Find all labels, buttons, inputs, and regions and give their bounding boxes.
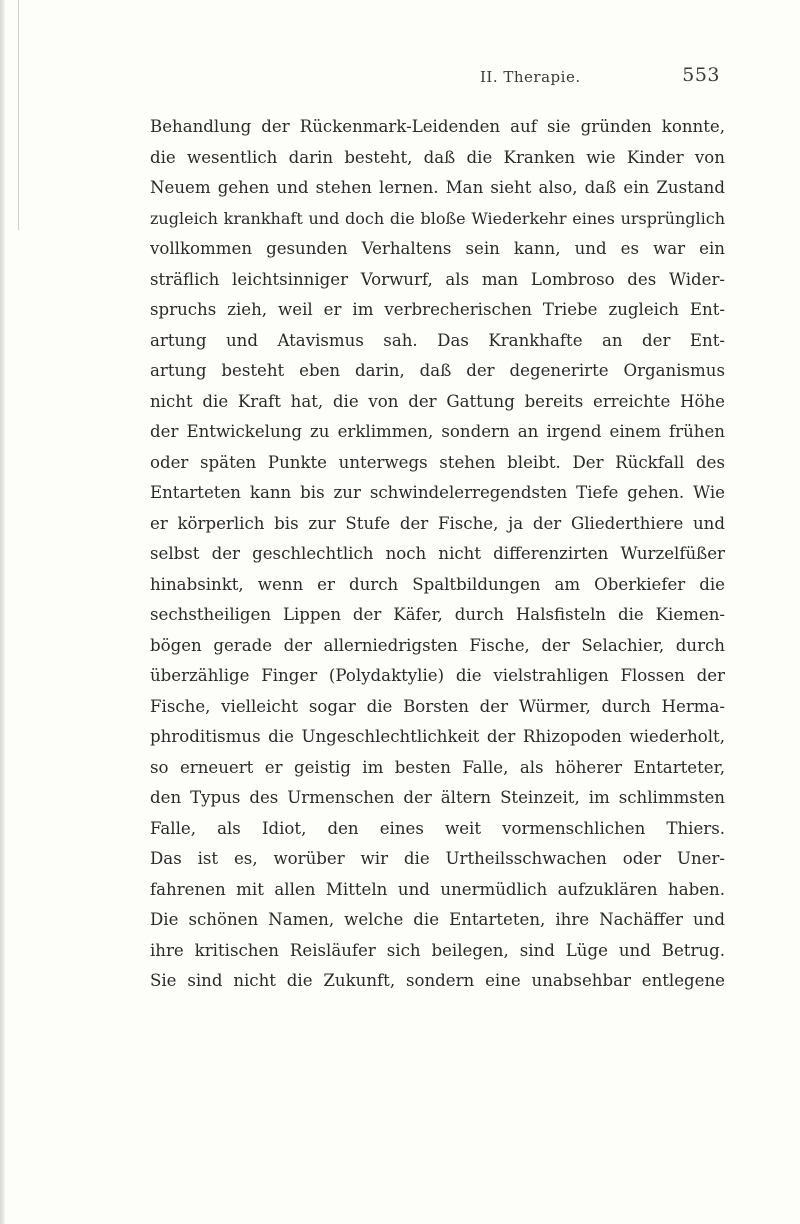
- running-head: II. Therapie.: [480, 68, 581, 86]
- text-line: Falle, als Idiot, den eines weit vormenschlichen Thiers.: [150, 818, 725, 838]
- text-line: artung und Atavismus sah. Das Krankhafte an der Ent-: [150, 330, 725, 350]
- page-binding-edge: [0, 0, 5, 1224]
- text-line: phroditismus die Ungeschlechtlichkeit der Rhizopoden wiederholt,: [150, 727, 725, 746]
- text-line: überzählige Finger (Polydaktylie) die vielstrahligen Flossen der: [150, 666, 725, 685]
- text-line: ihre kritischen Reisläufer sich beilegen, sind Lüge und Betrug.: [150, 940, 725, 960]
- text-line: hinabsinkt, wenn er durch Spaltbildungen am Oberkiefer die: [150, 574, 725, 594]
- page-number: 553: [682, 64, 720, 86]
- text-line: Sie sind nicht die Zukunft, sondern eine unabsehbar entlegene: [150, 971, 725, 990]
- text-line: Neuem gehen und stehen lernen. Man sieht also, daß ein Zustand: [150, 178, 725, 197]
- text-line: die wesentlich darin besteht, daß die Kranken wie Kinder von: [150, 147, 725, 167]
- text-line: zugleich krankhaft und doch die bloße Wiederkehr eines ursprünglich: [150, 208, 725, 228]
- text-line: vollkommen gesunden Verhaltens sein kann, und es war ein: [150, 239, 725, 258]
- text-line: sechstheiligen Lippen der Käfer, durch Halsfisteln die Kiemen-: [150, 605, 725, 624]
- text-line: nicht die Kraft hat, die von der Gattung bereits erreichte Höhe: [150, 391, 725, 411]
- text-line: so erneuert er geistig im besten Falle, als höherer Entarteter,: [150, 757, 725, 777]
- text-line: er körperlich bis zur Stufe der Fische, ja der Gliederthiere und: [150, 513, 725, 533]
- page-binding-line: [18, 0, 19, 230]
- text-line: oder späten Punkte unterwegs stehen bleibt. Der Rückfall des: [150, 452, 725, 472]
- body-text: [150, 112, 725, 997]
- text-line: Die schönen Namen, welche die Entarteten, ihre Nachäffer und: [150, 910, 725, 929]
- text-line: Fische, vielleicht sogar die Borsten der Würmer, durch Herma-: [150, 696, 725, 716]
- page-header: [150, 62, 720, 86]
- text-line: Das ist es, worüber wir die Urtheilsschwachen oder Uner-: [150, 849, 725, 868]
- text-line: bögen gerade der allerniedrigsten Fische, der Selachier, durch: [150, 635, 725, 655]
- text-line: Entarteten kann bis zur schwindelerregendsten Tiefe gehen. Wie: [150, 483, 725, 502]
- text-line: Behandlung der Rückenmark-Leidenden auf sie gründen konnte,: [150, 117, 725, 136]
- text-line: den Typus des Urmenschen der ältern Steinzeit, im schlimmsten: [150, 788, 725, 807]
- text-line: artung besteht eben darin, daß der degenerirte Organismus: [150, 361, 725, 380]
- text-line: spruchs zieh, weil er im verbrecherischen Triebe zugleich Ent-: [150, 300, 725, 319]
- text-line: der Entwickelung zu erklimmen, sondern an irgend einem frühen: [150, 422, 725, 441]
- text-line: fahrenen mit allen Mitteln und unermüdlich aufzuklären haben.: [150, 879, 725, 899]
- text-line: sträflich leichtsinniger Vorwurf, als man Lombroso des Wider-: [150, 269, 725, 289]
- text-line: selbst der geschlechtlich noch nicht differenzirten Wurzelfüßer: [150, 544, 725, 563]
